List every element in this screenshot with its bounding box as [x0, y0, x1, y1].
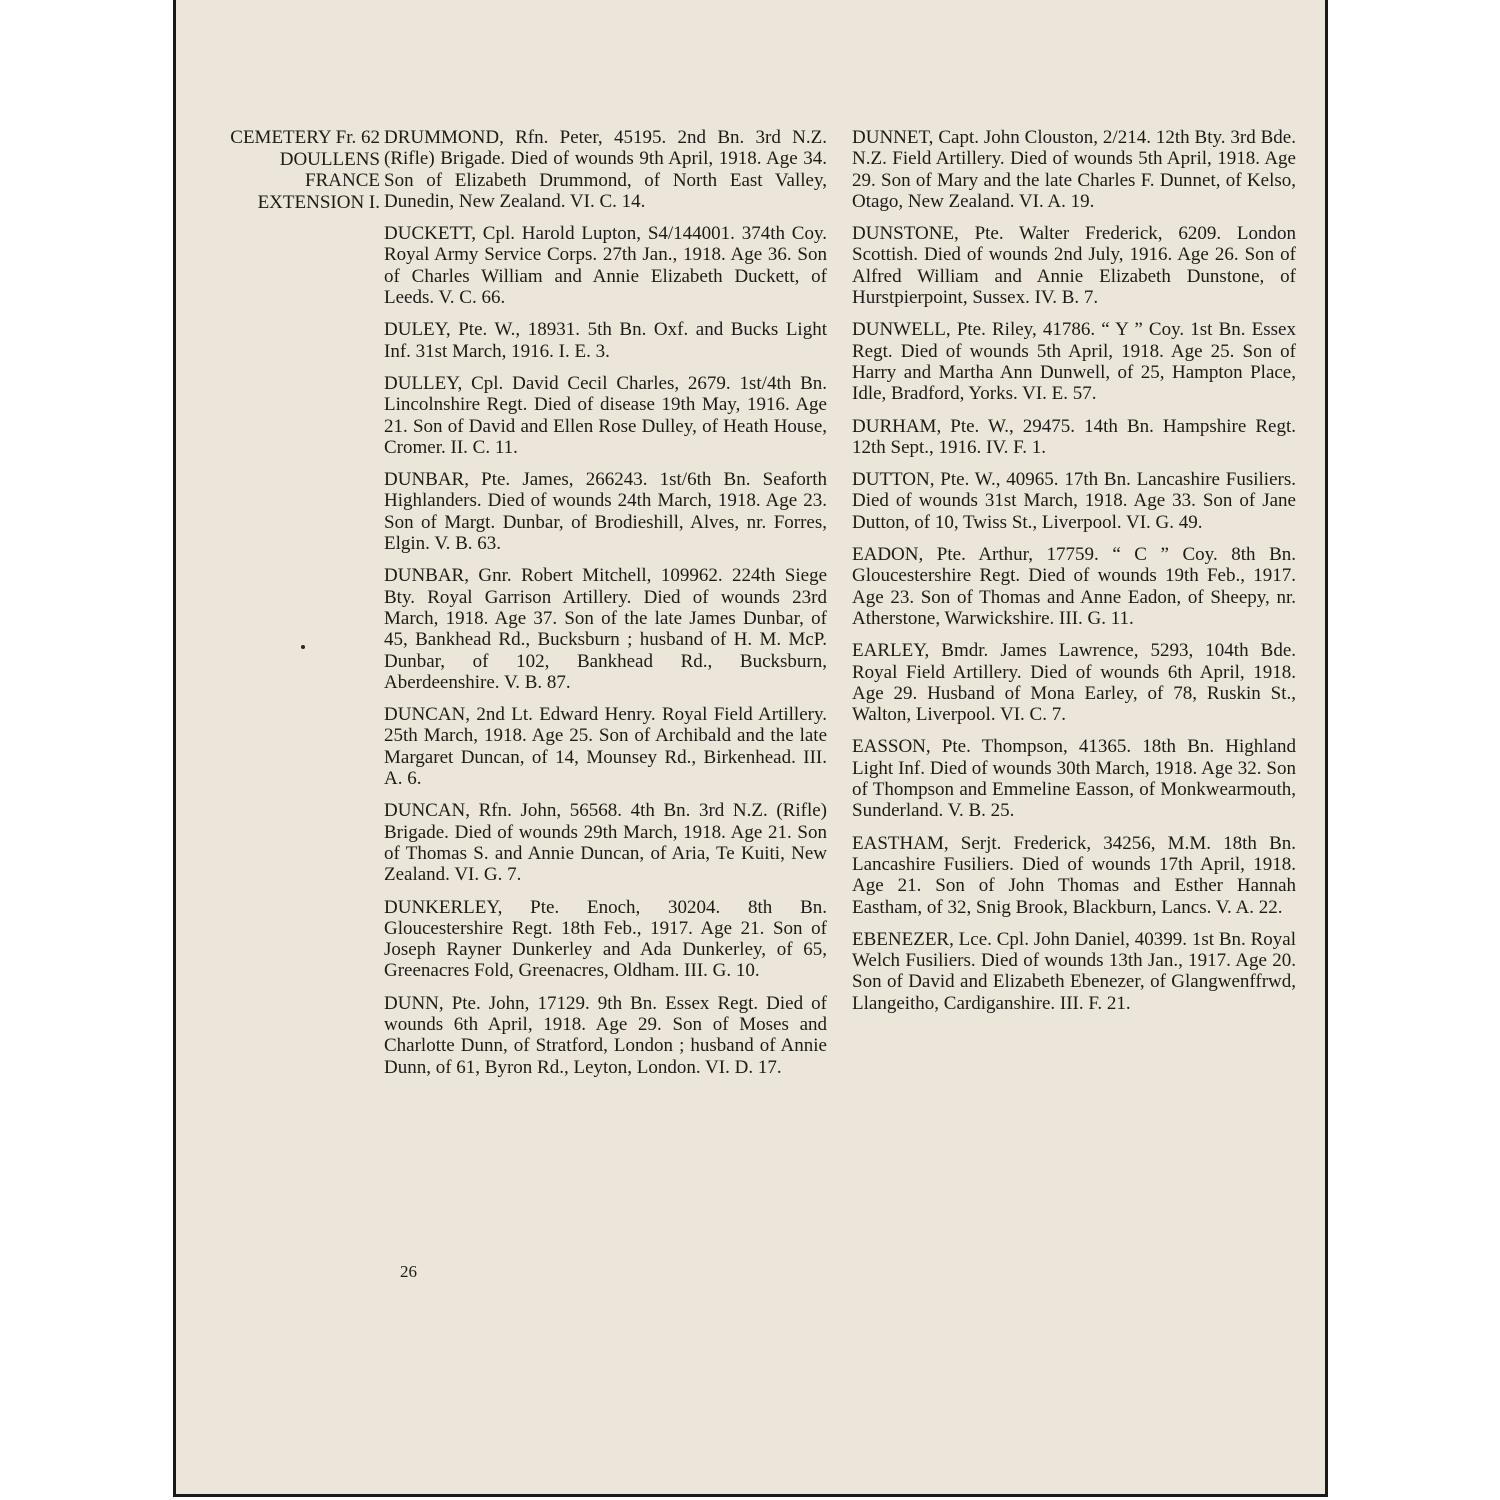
casualty-entry: DUNSTONE, Pte. Walter Frederick, 6209. London Scottish. Died of wounds 2nd July, 1916. Age 26. Son of Alfred William and Annie Elizabeth Dunstone, of Hurstpierpoint, Sussex. IV. B. 7.	[852, 223, 1296, 309]
casualty-entry: EASSON, Pte. Thompson, 41365. 18th Bn. Highland Light Inf. Died of wounds 30th March, 1918. Age 32. Son of Thompson and Emmeline Easson, of Monkwearmouth, Sunderland. V. B. 25.	[852, 736, 1296, 822]
casualty-entry: DUTTON, Pte. W., 40965. 17th Bn. Lancashire Fusiliers. Died of wounds 31st March, 1918. Age 33. Son of Jane Dutton, of 10, Twiss St., Liverpool. VI. G. 49.	[852, 469, 1296, 533]
cemetery-side-label	[190, 127, 380, 213]
side-label-line: EXTENSION I.	[257, 191, 380, 213]
casualty-entry: DULEY, Pte. W., 18931. 5th Bn. Oxf. and Bucks Light Inf. 31st March, 1916. I. E. 3.	[384, 319, 827, 362]
casualty-entry: EADON, Pte. Arthur, 17759. “ C ” Coy. 8th Bn. Gloucestershire Regt. Died of wounds 19th Feb., 1917. Age 23. Son of Thomas and Anne Eadon, of Sheepy, nr. Atherstone, Warwickshire. III. G. 11.	[852, 544, 1296, 629]
casualty-entry: DUNNET, Capt. John Clouston, 2/214. 12th Bty. 3rd Bde. N.Z. Field Artillery. Died of wounds 5th April, 1918. Age 29. Son of Mary and the late Charles F. Dunnet, of Kelso, Otago, New Zealand. VI. A. 19.	[852, 127, 1296, 212]
casualty-entry: DUCKETT, Cpl. Harold Lupton, S4/144001. 374th Coy. Royal Army Service Corps. 27th Jan., 1918. Age 36. Son of Charles William and Annie Elizabeth Duckett, of Leeds. V. C. 66.	[384, 223, 827, 309]
left-column	[384, 127, 827, 1089]
casualty-entry: EASTHAM, Serjt. Frederick, 34256, M.M. 18th Bn. Lancashire Fusiliers. Died of wounds 17th April, 1918. Age 21. Son of John Thomas and Esther Hannah Eastham, of 32, Snig Brook, Blackburn, Lancs. V. A. 22.	[852, 832, 1296, 918]
page-number: 26	[400, 1262, 417, 1281]
casualty-entry: EARLEY, Bmdr. James Lawrence, 5293, 104th Bde. Royal Field Artillery. Died of wounds 6th April, 1918. Age 29. Husband of Mona Earley, of 78, Ruskin St., Walton, Liverpool. VI. C. 7.	[852, 640, 1296, 726]
casualty-entry: DUNWELL, Pte. Riley, 41786. “ Y ” Coy. 1st Bn. Essex Regt. Died of wounds 5th April, 1918. Age 25. Son of Harry and Martha Ann Dunwell, of 25, Hampton Place, Idle, Bradford, Yorks. VI. E. 57.	[852, 319, 1296, 405]
casualty-entry: DUNCAN, Rfn. John, 56568. 4th Bn. 3rd N.Z. (Rifle) Brigade. Died of wounds 29th March, 1918. Age 21. Son of Thomas S. and Annie Duncan, of Aria, Te Kuiti, New Zealand. VI. G. 7.	[384, 800, 827, 886]
right-column	[852, 127, 1296, 1025]
side-label-line: FRANCE	[305, 170, 380, 191]
casualty-entry: EBENEZER, Lce. Cpl. John Daniel, 40399. 1st Bn. Royal Welch Fusiliers. Died of wounds 13th Jan., 1917. Age 20. Son of David and Elizabeth Ebenezer, of Glangwenffrwd, Llangeitho, Cardiganshire. III. F. 21.	[852, 928, 1296, 1014]
side-label-line: DOULLENS	[279, 148, 380, 170]
casualty-entry: DUNBAR, Gnr. Robert Mitchell, 109962. 224th Siege Bty. Royal Garrison Artillery. Died of wounds 23rd March, 1918. Age 37. Son of the late James Dunbar, of 45, Bankhead Rd., Bucksburn ; husband of H. M. McP. Dunbar, of 102, Bankhead Rd., Bucksburn, Aberdeenshire. V. B. 87.	[384, 565, 827, 693]
casualty-entry: DRUMMOND, Rfn. Peter, 45195. 2nd Bn. 3rd N.Z. (Rifle) Brigade. Died of wounds 9th April, 1918. Age 34. Son of Elizabeth Drummond, of North East Valley, Dunedin, New Zealand. VI. C. 14.	[384, 127, 827, 212]
casualty-entry: DULLEY, Cpl. David Cecil Charles, 2679. 1st/4th Bn. Lincolnshire Regt. Died of disease 19th May, 1916. Age 21. Son of David and Ellen Rose Dulley, of Heath House, Cromer. II. C. 11.	[384, 372, 827, 458]
ink-speck	[301, 645, 305, 649]
casualty-entry: DUNKERLEY, Pte. Enoch, 30204. 8th Bn. Gloucestershire Regt. 18th Feb., 1917. Age 21. Son of Joseph Rayner Dunkerley and Ada Dunkerley, of 65, Greenacres Fold, Greenacres, Oldham. III. G. 10.	[384, 896, 827, 982]
casualty-entry: DUNBAR, Pte. James, 266243. 1st/6th Bn. Seaforth Highlanders. Died of wounds 24th March, 1918. Age 23. Son of Margt. Dunbar, of Brodieshill, Alves, nr. Forres, Elgin. V. B. 63.	[384, 469, 827, 555]
casualty-entry: DUNN, Pte. John, 17129. 9th Bn. Essex Regt. Died of wounds 6th April, 1918. Age 29. Son of Moses and Charlotte Dunn, of Stratford, London ; husband of Annie Dunn, of 61, Byron Rd., Leyton, London. VI. D. 17.	[384, 992, 827, 1078]
casualty-entry: DUNCAN, 2nd Lt. Edward Henry. Royal Field Artillery. 25th March, 1918. Age 25. Son of Archibald and the late Margaret Duncan, of 14, Mounsey Rd., Birkenhead. III. A. 6.	[384, 704, 827, 790]
casualty-entry: DURHAM, Pte. W., 29475. 14th Bn. Hampshire Regt. 12th Sept., 1916. IV. F. 1.	[852, 415, 1296, 458]
side-label-line: CEMETERY Fr. 62	[230, 127, 380, 148]
